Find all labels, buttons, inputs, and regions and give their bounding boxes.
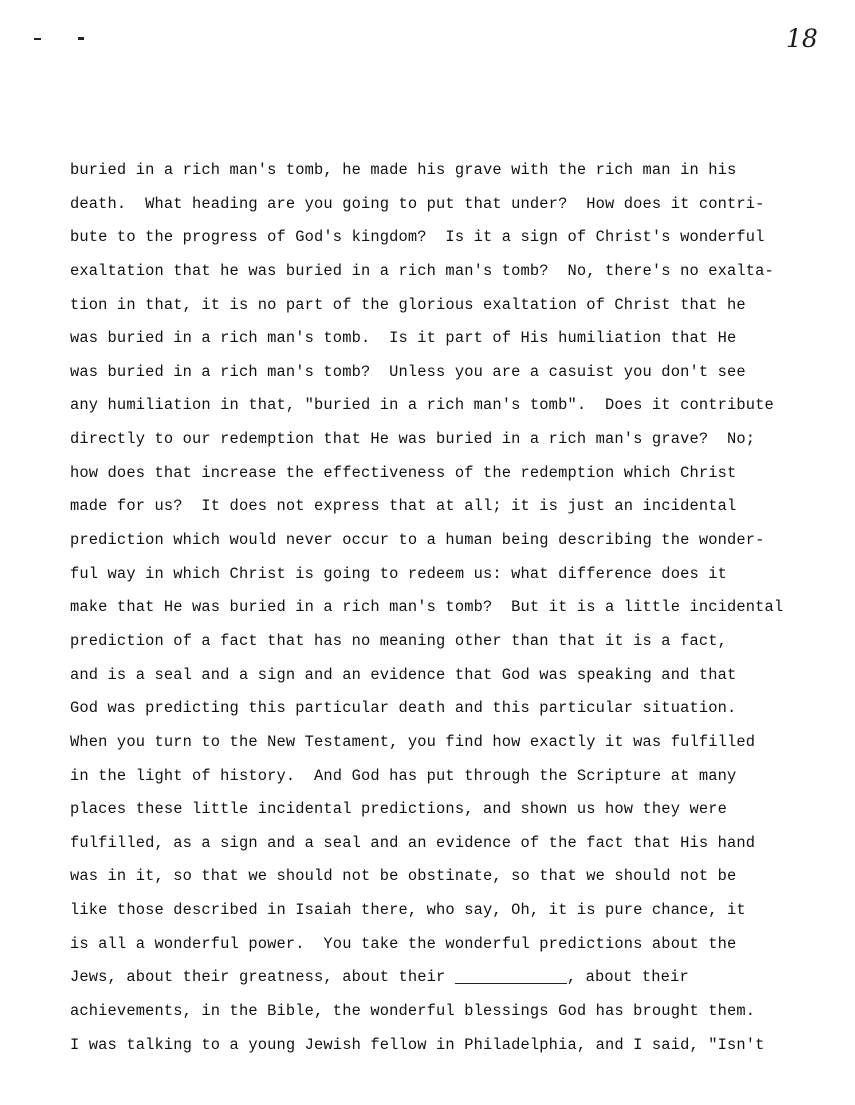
text-line: tion in that, it is no part of the glorious exaltation of Christ that he bbox=[70, 295, 746, 314]
text-line: make that He was buried in a rich man's tomb? But it is a little incidental bbox=[70, 598, 784, 617]
text-line: ful way in which Christ is going to redeem us: what difference does it bbox=[70, 564, 728, 583]
text-line: When you turn to the New Testament, you find how exactly it was fulfilled bbox=[70, 732, 756, 751]
line-segment: , about their bbox=[566, 968, 689, 987]
text-line: achievements, in the Bible, the wonderful blessings God has brought them. bbox=[70, 1002, 756, 1021]
text-line: buried in a rich man's tomb, he made his grave with the rich man in his bbox=[70, 161, 737, 179]
text-line: was in it, so that we should not be obstinate, so that we should not be bbox=[70, 867, 737, 886]
text-line: fulfilled, as a sign and a seal and an evidence of the fact that His hand bbox=[70, 833, 756, 852]
text-line: directly to our redemption that He was buried in a rich man's grave? No; bbox=[70, 430, 756, 449]
text-line: made for us? It does not express that at all; it is just an incidental bbox=[70, 497, 737, 516]
text-line: in the light of history. And God has put through the Scripture at many bbox=[70, 766, 737, 785]
text-line: was buried in a rich man's tomb? Unless you are a casuist you don't see bbox=[70, 362, 746, 381]
text-line: places these little incidental predictions, and shown us how they were bbox=[70, 800, 728, 819]
line-segment: Jews, about their greatness, about their bbox=[70, 968, 455, 987]
text-line: I was talking to a young Jewish fellow in Philadelphia, and I said, "Isn't bbox=[70, 1035, 765, 1054]
body-text bbox=[70, 154, 850, 1062]
text-line: was buried in a rich man's tomb. Is it part of His humiliation that He bbox=[70, 329, 737, 348]
text-line: bute to the progress of God's kingdom? Is it a sign of Christ's wonderful bbox=[70, 228, 765, 247]
text-line: prediction which would never occur to a human being describing the wonder- bbox=[70, 531, 765, 550]
text-line: exaltation that he was buried in a rich man's tomb? No, there's no exalta- bbox=[70, 261, 774, 280]
text-line: and is a seal and a sign and an evidence that God was speaking and that bbox=[70, 665, 737, 684]
fill-in-blank bbox=[455, 967, 567, 984]
text-line: prediction of a fact that has no meaning other than that it is a fact, bbox=[70, 631, 728, 650]
text-line: is all a wonderful power. You take the wonderful predictions about the bbox=[70, 934, 737, 953]
text-line: any humiliation in that, "buried in a rich man's tomb". Does it contribute bbox=[70, 396, 774, 415]
text-line: how does that increase the effectiveness of the redemption which Christ bbox=[70, 463, 737, 482]
text-line-with-blank bbox=[70, 961, 850, 995]
stray-mark bbox=[78, 37, 84, 40]
page-number: 18 bbox=[786, 24, 818, 53]
text-line: God was predicting this particular death and this particular situation. bbox=[70, 699, 737, 718]
text-line: death. What heading are you going to put that under? How does it contri- bbox=[70, 194, 765, 213]
stray-mark bbox=[34, 38, 41, 40]
text-line: like those described in Isaiah there, who say, Oh, it is pure chance, it bbox=[70, 901, 746, 920]
